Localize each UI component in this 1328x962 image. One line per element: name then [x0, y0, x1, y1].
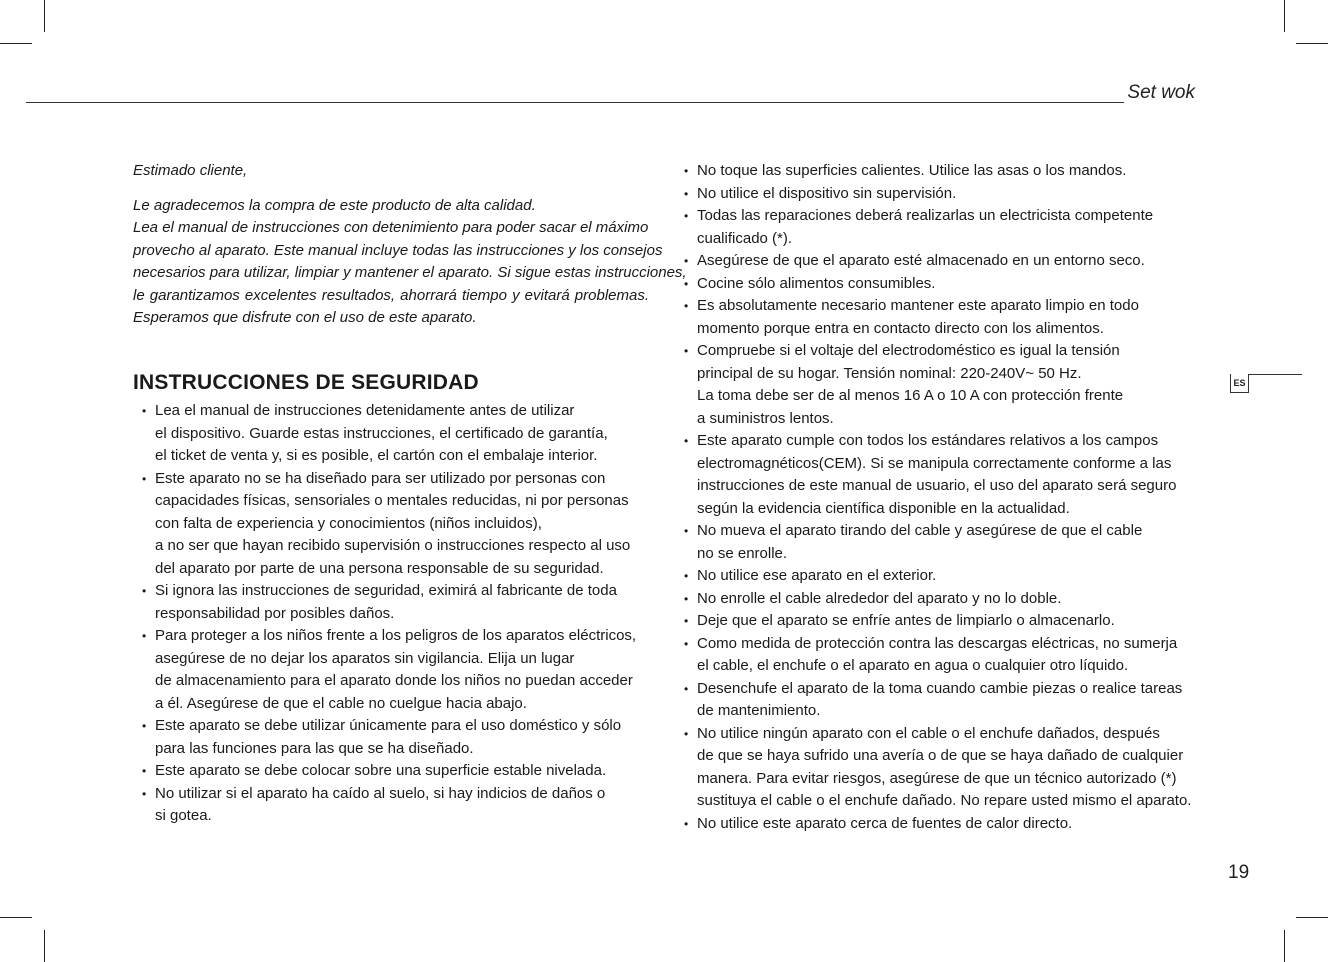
safety-item — [680, 183, 1200, 206]
safety-item-line: con falta de experiencia y conocimientos (niños incluidos), — [155, 514, 542, 532]
intro-line: le garantizamos excelentes resultados, ahorrará tiempo y evitará problemas. — [133, 286, 649, 304]
safety-item-line: • Para proteger a los niños frente a los peligros de los aparatos eléctricos, — [155, 627, 637, 644]
safety-item — [680, 250, 1200, 273]
safety-item-line: momento porque entra en contacto directo con los alimentos. — [697, 319, 1104, 337]
safety-item-line: • No utilice el dispositivo sin supervisión. — [697, 184, 957, 202]
safety-item — [680, 205, 1200, 250]
intro-line: Lea el manual de instrucciones con detenimiento para poder sacar el máximo — [133, 219, 649, 236]
safety-item — [138, 783, 649, 828]
safety-item-line: • Este aparato se debe utilizar únicamente para el uso doméstico y sólo — [155, 717, 622, 734]
crop-mark — [44, 0, 45, 32]
safety-item — [138, 468, 649, 581]
crop-mark — [0, 43, 32, 44]
safety-item-line: • Este aparato se debe colocar sobre una superficie estable nivelada. — [155, 762, 607, 779]
safety-item-line: • Lea el manual de instrucciones detenidamente antes de utilizar — [155, 402, 575, 419]
intro-line: Esperamos que disfrute con el uso de este aparato. — [133, 309, 477, 326]
language-tab-rule — [1248, 374, 1302, 375]
safety-item-line: según la evidencia científica disponible en la actualidad. — [697, 499, 1070, 517]
safety-item-line: sustituya el cable o el enchufe dañado. No repare usted mismo el aparato. — [697, 792, 1192, 809]
safety-item-line: el ticket de venta y, si es posible, el cartón con el embalaje interior. — [155, 447, 598, 464]
safety-item-line: para las funciones para las que se ha diseñado. — [155, 739, 474, 757]
crop-mark — [0, 917, 32, 918]
safety-item-line: La toma debe ser de al menos 16 A o 10 A con protección frente — [697, 387, 1124, 404]
safety-item — [680, 295, 1200, 340]
header-rule — [26, 102, 1124, 103]
safety-item-line: capacidades físicas, sensoriales o mentales reducidas, ni por personas — [155, 492, 629, 509]
safety-item — [680, 678, 1200, 723]
safety-item-line: del aparato por parte de una persona responsable de su seguridad. — [155, 559, 604, 577]
safety-item-line: • No mueva el aparato tirando del cable y asegúrese de que el cable — [697, 522, 1143, 539]
safety-item-line: • Desenchufe el aparato de la toma cuando cambie piezas o realice tareas — [697, 679, 1183, 697]
safety-item — [680, 565, 1200, 588]
safety-item-line: manera. Para evitar riesgos, asegúrese de que un técnico autorizado (*) — [697, 769, 1177, 787]
safety-item — [680, 610, 1200, 633]
safety-item-line: responsabilidad por posibles daños. — [155, 604, 395, 622]
safety-item-line: de que se haya sufrido una avería o de que se haya dañado de cualquier — [697, 747, 1184, 764]
intro-line: provecho al aparato. Este manual incluye todas las instrucciones y los consejos — [133, 241, 663, 259]
safety-item — [680, 273, 1200, 296]
safety-item-line: de mantenimiento. — [697, 702, 821, 719]
safety-item — [680, 813, 1200, 836]
language-tab — [1230, 374, 1302, 394]
safety-item-line: • No utilizar si el aparato ha caído al suelo, si hay indicios de daños o — [155, 784, 606, 802]
safety-item-line: a él. Asegúrese de que el cable no cuelgue hacia abajo. — [155, 694, 527, 712]
left-column — [133, 160, 687, 828]
intro-line: Le agradecemos la compra de este producto de alta calidad. — [133, 196, 536, 214]
safety-item — [680, 160, 1200, 183]
safety-item-line: • Es absolutamente necesario mantener este aparato limpio en todo — [697, 297, 1139, 314]
safety-item — [680, 588, 1200, 611]
safety-item-line: • No toque las superficies calientes. Utilice las asas o los mandos. — [697, 162, 1127, 179]
crop-mark — [1296, 43, 1328, 44]
right-column — [680, 160, 1200, 835]
safety-item — [138, 580, 649, 625]
safety-item-line: el dispositivo. Guarde estas instrucciones, el certificado de garantía, — [155, 424, 608, 442]
safety-item-line: de almacenamiento para el aparato donde los niños no puedan acceder — [155, 672, 633, 689]
safety-item-line: si gotea. — [155, 807, 212, 824]
safety-item — [680, 633, 1200, 678]
safety-item-line: no se enrolle. — [697, 544, 788, 562]
safety-item-line: cualificado (*). — [697, 229, 793, 247]
safety-item-line: principal de su hogar. Tensión nominal: 220-240V~ 50 Hz. — [697, 364, 1082, 382]
page-number: 19 — [1228, 862, 1250, 883]
safety-item-line: a suministros lentos. — [697, 409, 834, 427]
safety-item-line: • Este aparato cumple con todos los estándares relativos a los campos — [697, 432, 1159, 449]
safety-item — [138, 715, 649, 760]
safety-item-line: • No utilice ningún aparato con el cable o el enchufe dañados, después — [697, 724, 1160, 742]
safety-item-line: • Asegúrese de que el aparato esté almacenado en un entorno seco. — [697, 252, 1145, 269]
crop-mark — [44, 930, 45, 962]
safety-item-line: • No enrolle el cable alrededor del aparato y no lo doble. — [697, 589, 1062, 607]
crop-mark — [1296, 917, 1328, 918]
safety-item — [680, 723, 1200, 813]
safety-item-line: • Este aparato no se ha diseñado para ser utilizado por personas con — [155, 469, 606, 487]
safety-item-line: • Todas las reparaciones deberá realizarlas un electricista competente — [697, 207, 1154, 224]
header-title: Set wok — [1127, 82, 1195, 103]
safety-item-line: • Deje que el aparato se enfríe antes de limpiarlo o almacenarlo. — [697, 612, 1115, 629]
safety-item — [680, 430, 1200, 520]
safety-list-left — [138, 400, 649, 828]
safety-item-line: • No utilice este aparato cerca de fuentes de calor directo. — [697, 814, 1073, 832]
safety-item — [138, 760, 649, 783]
safety-item-line: • Cocine sólo alimentos consumibles. — [697, 274, 936, 292]
safety-item-line: • Si ignora las instrucciones de seguridad, eximirá al fabricante de toda — [155, 582, 617, 599]
intro-line: necesarios para utilizar, limpiar y mantener el aparato. Si sigue estas instrucciones, — [133, 264, 687, 281]
safety-item — [138, 400, 649, 468]
safety-item-line: asegúrese de no dejar los aparatos sin vigilancia. Elija un lugar — [155, 649, 575, 667]
section-title: INSTRUCCIONES DE SEGURIDAD — [133, 370, 479, 394]
salutation: Estimado cliente, — [133, 162, 248, 179]
crop-mark — [1284, 0, 1285, 32]
safety-item — [680, 520, 1200, 565]
safety-list-right — [680, 160, 1200, 835]
intro-paragraph — [133, 195, 687, 330]
safety-item-line: a no ser que hayan recibido supervisión o instrucciones respecto al uso — [155, 537, 631, 554]
safety-item-line: el cable, el enchufe o el aparato en agua o cualquier otro líquido. — [697, 657, 1129, 674]
safety-item-line: • Compruebe si el voltaje del electrodoméstico es igual la tensión — [697, 342, 1120, 359]
safety-item — [138, 625, 649, 715]
safety-item-line: • No utilice ese aparato en el exterior. — [697, 567, 937, 584]
safety-item-line: electromagnéticos(CEM). Si se manipula correctamente conforme a las — [697, 454, 1172, 472]
safety-item — [680, 340, 1200, 430]
crop-mark — [1284, 930, 1285, 962]
language-badge: ES — [1230, 374, 1249, 393]
safety-item-line: instrucciones de este manual de usuario, el uso del aparato será seguro — [697, 477, 1177, 494]
safety-item-line: • Como medida de protección contra las descargas eléctricas, no sumerja — [697, 634, 1178, 652]
